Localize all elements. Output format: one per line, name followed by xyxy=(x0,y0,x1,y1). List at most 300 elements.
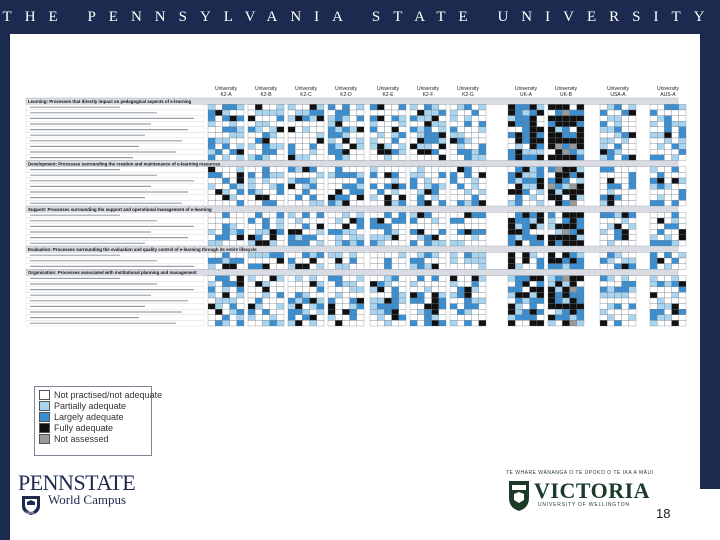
matrix-cell xyxy=(350,258,357,264)
matrix-cell xyxy=(464,172,471,178)
matrix-cell xyxy=(537,138,544,144)
matrix-cell xyxy=(392,315,399,321)
matrix-cell xyxy=(457,309,464,315)
matrix-cell xyxy=(548,127,555,133)
matrix-cell xyxy=(629,292,636,298)
matrix-cell xyxy=(295,252,302,258)
matrix-cell xyxy=(399,229,406,235)
matrix-cell xyxy=(410,276,417,282)
matrix-cell xyxy=(672,264,679,270)
matrix-cell xyxy=(410,189,417,195)
matrix-cell xyxy=(237,184,244,190)
matrix-cell xyxy=(555,200,562,206)
matrix-cell xyxy=(288,258,295,264)
matrix-cell xyxy=(328,132,335,138)
section-title: Evaluation: Processes surrounding the evaluation and quality control of e-learning through its entire lifecycle xyxy=(28,247,257,252)
matrix-cell xyxy=(679,212,686,218)
matrix-cell xyxy=(472,144,479,150)
matrix-cell xyxy=(570,315,577,321)
matrix-cell xyxy=(384,172,391,178)
matrix-cell xyxy=(515,200,522,206)
matrix-cell xyxy=(530,184,537,190)
matrix-cell xyxy=(450,184,457,190)
matrix-cell xyxy=(548,240,555,246)
matrix-cell xyxy=(357,104,364,110)
matrix-cell xyxy=(600,320,607,326)
matrix-cell xyxy=(570,167,577,173)
matrix-cell xyxy=(439,240,446,246)
matrix-cell xyxy=(384,287,391,293)
matrix-cell xyxy=(255,110,262,116)
matrix-cell xyxy=(230,264,237,270)
matrix-cell xyxy=(317,224,324,230)
matrix-cell xyxy=(370,224,377,230)
matrix-cell xyxy=(548,292,555,298)
matrix-cell xyxy=(664,144,671,150)
matrix-cell xyxy=(657,258,664,264)
matrix-cell xyxy=(657,178,664,184)
matrix-cell xyxy=(370,110,377,116)
matrix-cell xyxy=(342,172,349,178)
matrix-cell xyxy=(410,167,417,173)
matrix-cell xyxy=(508,104,515,110)
matrix-cell xyxy=(424,144,431,150)
matrix-cell xyxy=(457,315,464,321)
matrix-cell xyxy=(614,212,621,218)
matrix-cell xyxy=(410,224,417,230)
matrix-cell xyxy=(562,229,569,235)
matrix-cell xyxy=(335,287,342,293)
matrix-cell xyxy=(302,298,309,304)
matrix-cell xyxy=(255,315,262,321)
matrix-cell xyxy=(664,184,671,190)
matrix-cell xyxy=(600,276,607,282)
matrix-cell xyxy=(302,155,309,161)
matrix-cell xyxy=(530,200,537,206)
matrix-cell xyxy=(295,212,302,218)
matrix-cell xyxy=(237,240,244,246)
matrix-cell xyxy=(548,298,555,304)
matrix-cell xyxy=(424,138,431,144)
matrix-cell xyxy=(664,200,671,206)
matrix-cell xyxy=(230,281,237,287)
matrix-cell xyxy=(392,121,399,127)
matrix-cell xyxy=(215,121,222,127)
matrix-cell xyxy=(215,189,222,195)
matrix-cell xyxy=(424,200,431,206)
matrix-cell xyxy=(472,195,479,201)
matrix-cell xyxy=(508,304,515,310)
matrix-cell xyxy=(370,320,377,326)
matrix-cell xyxy=(522,224,529,230)
psu-world-campus: World Campus xyxy=(48,492,127,507)
matrix-cell xyxy=(357,189,364,195)
matrix-cell xyxy=(607,224,614,230)
matrix-cell xyxy=(399,155,406,161)
matrix-cell xyxy=(317,287,324,293)
matrix-cell xyxy=(317,320,324,326)
matrix-cell xyxy=(302,309,309,315)
matrix-cell xyxy=(432,110,439,116)
matrix-cell xyxy=(530,155,537,161)
matrix-cell xyxy=(607,121,614,127)
matrix-cell xyxy=(464,224,471,230)
matrix-cell xyxy=(548,281,555,287)
matrix-cell xyxy=(277,149,284,155)
matrix-cell xyxy=(562,172,569,178)
matrix-cell xyxy=(508,235,515,241)
matrix-cell xyxy=(555,276,562,282)
matrix-cell xyxy=(335,292,342,298)
matrix-cell xyxy=(392,104,399,110)
matrix-cell xyxy=(222,309,229,315)
matrix-cell xyxy=(335,218,342,224)
matrix-cell xyxy=(450,287,457,293)
matrix-cell xyxy=(472,155,479,161)
matrix-cell xyxy=(255,116,262,122)
matrix-cell xyxy=(562,110,569,116)
matrix-cell xyxy=(472,138,479,144)
matrix-cell xyxy=(570,184,577,190)
matrix-cell xyxy=(328,104,335,110)
matrix-cell xyxy=(248,276,255,282)
matrix-cell xyxy=(310,252,317,258)
matrix-cell xyxy=(515,144,522,150)
matrix-cell xyxy=(600,315,607,321)
matrix-cell xyxy=(439,189,446,195)
matrix-cell xyxy=(335,309,342,315)
matrix-cell xyxy=(342,287,349,293)
column-header: University AUS-A xyxy=(657,86,679,98)
matrix-cell xyxy=(664,258,671,264)
matrix-cell xyxy=(248,287,255,293)
matrix-cell xyxy=(657,224,664,230)
matrix-cell xyxy=(410,304,417,310)
matrix-cell xyxy=(417,309,424,315)
vic-maori-name: TE WHARE WĀNANGA O TE ŪPOKO O TE IKA A MĀUI xyxy=(506,470,654,476)
matrix-cell xyxy=(277,309,284,315)
matrix-cell xyxy=(208,172,215,178)
matrix-cell xyxy=(222,229,229,235)
matrix-cell xyxy=(555,264,562,270)
matrix-cell xyxy=(650,144,657,150)
matrix-cell xyxy=(577,144,584,150)
matrix-cell xyxy=(650,235,657,241)
matrix-cell xyxy=(357,184,364,190)
page-title: THE PENNSYLVANIA STATE UNIVERSITY xyxy=(2,9,718,25)
matrix-cell xyxy=(302,276,309,282)
matrix-cell xyxy=(399,281,406,287)
matrix-cell xyxy=(439,116,446,122)
matrix-cell xyxy=(417,149,424,155)
matrix-cell xyxy=(302,264,309,270)
matrix-cell xyxy=(432,195,439,201)
matrix-cell xyxy=(657,281,664,287)
matrix-cell xyxy=(350,240,357,246)
matrix-cell xyxy=(270,149,277,155)
matrix-cell xyxy=(288,144,295,150)
matrix-cell xyxy=(679,172,686,178)
matrix-cell xyxy=(377,320,384,326)
matrix-cell xyxy=(317,127,324,133)
matrix-cell xyxy=(295,258,302,264)
matrix-cell xyxy=(288,292,295,298)
matrix-cell xyxy=(424,252,431,258)
matrix-cell xyxy=(570,195,577,201)
matrix-cell xyxy=(215,292,222,298)
matrix-cell xyxy=(439,121,446,127)
matrix-cell xyxy=(215,172,222,178)
matrix-cell xyxy=(417,240,424,246)
matrix-cell xyxy=(607,229,614,235)
matrix-cell xyxy=(600,104,607,110)
matrix-cell xyxy=(522,218,529,224)
matrix-cell xyxy=(277,212,284,218)
matrix-cell xyxy=(450,172,457,178)
matrix-cell xyxy=(508,258,515,264)
matrix-cell xyxy=(457,292,464,298)
matrix-cell xyxy=(570,309,577,315)
matrix-cell xyxy=(370,212,377,218)
matrix-cell xyxy=(629,132,636,138)
matrix-cell xyxy=(215,224,222,230)
matrix-cell xyxy=(664,287,671,293)
matrix-cell xyxy=(335,298,342,304)
matrix-cell xyxy=(384,315,391,321)
matrix-cell xyxy=(607,200,614,206)
matrix-cell xyxy=(508,229,515,235)
matrix-cell xyxy=(548,178,555,184)
matrix-cell xyxy=(328,315,335,321)
psu-year: 1855 xyxy=(25,510,34,515)
matrix-cell xyxy=(328,212,335,218)
matrix-cell xyxy=(230,138,237,144)
matrix-cell xyxy=(457,218,464,224)
matrix-cell xyxy=(457,104,464,110)
matrix-cell xyxy=(600,224,607,230)
matrix-cell xyxy=(479,264,486,270)
matrix-cell xyxy=(377,292,384,298)
matrix-cell xyxy=(508,252,515,258)
matrix-cell xyxy=(515,121,522,127)
matrix-cell xyxy=(317,264,324,270)
matrix-cell xyxy=(248,184,255,190)
matrix-cell xyxy=(237,121,244,127)
matrix-cell xyxy=(537,200,544,206)
matrix-cell xyxy=(230,212,237,218)
matrix-cell xyxy=(629,189,636,195)
matrix-cell xyxy=(270,320,277,326)
matrix-cell xyxy=(310,292,317,298)
matrix-cell xyxy=(270,224,277,230)
matrix-cell xyxy=(679,184,686,190)
matrix-cell xyxy=(555,320,562,326)
matrix-cell xyxy=(399,172,406,178)
matrix-cell xyxy=(570,127,577,133)
matrix-cell xyxy=(357,276,364,282)
matrix-cell xyxy=(310,172,317,178)
matrix-cell xyxy=(215,218,222,224)
matrix-cell xyxy=(270,298,277,304)
matrix-cell xyxy=(377,149,384,155)
matrix-cell xyxy=(457,224,464,230)
matrix-cell xyxy=(262,178,269,184)
matrix-cell xyxy=(302,240,309,246)
matrix-cell xyxy=(317,195,324,201)
matrix-cell xyxy=(479,281,486,287)
matrix-cell xyxy=(450,252,457,258)
matrix-cell xyxy=(522,304,529,310)
matrix-cell xyxy=(237,320,244,326)
matrix-cell xyxy=(464,287,471,293)
matrix-cell xyxy=(657,292,664,298)
matrix-cell xyxy=(384,155,391,161)
matrix-cell xyxy=(295,200,302,206)
matrix-cell xyxy=(288,121,295,127)
matrix-cell xyxy=(222,167,229,173)
matrix-cell xyxy=(472,224,479,230)
matrix-cell xyxy=(432,292,439,298)
matrix-cell xyxy=(410,218,417,224)
matrix-cell xyxy=(570,172,577,178)
matrix-cell xyxy=(392,212,399,218)
matrix-cell xyxy=(410,144,417,150)
matrix-cell xyxy=(515,252,522,258)
matrix-cell xyxy=(629,281,636,287)
matrix-cell xyxy=(208,189,215,195)
matrix-cell xyxy=(288,178,295,184)
matrix-cell xyxy=(328,200,335,206)
matrix-cell xyxy=(600,138,607,144)
matrix-cell xyxy=(277,315,284,321)
matrix-cell xyxy=(270,167,277,173)
matrix-cell xyxy=(457,235,464,241)
matrix-cell xyxy=(472,304,479,310)
matrix-cell xyxy=(215,240,222,246)
matrix-cell xyxy=(464,212,471,218)
matrix-cell xyxy=(537,195,544,201)
matrix-cell xyxy=(222,281,229,287)
matrix-cell xyxy=(607,127,614,133)
matrix-cell xyxy=(317,276,324,282)
matrix-cell xyxy=(622,235,629,241)
matrix-cell xyxy=(472,132,479,138)
matrix-cell xyxy=(230,276,237,282)
matrix-cell xyxy=(522,258,529,264)
matrix-cell xyxy=(577,167,584,173)
matrix-cell xyxy=(472,218,479,224)
matrix-cell xyxy=(288,116,295,122)
matrix-cell xyxy=(570,292,577,298)
matrix-cell xyxy=(522,149,529,155)
matrix-cell xyxy=(230,116,237,122)
matrix-cell xyxy=(392,132,399,138)
matrix-cell xyxy=(328,167,335,173)
matrix-cell xyxy=(424,292,431,298)
matrix-cell xyxy=(215,309,222,315)
matrix-cell xyxy=(342,110,349,116)
matrix-cell xyxy=(508,276,515,282)
matrix-cell xyxy=(262,167,269,173)
matrix-cell xyxy=(457,276,464,282)
matrix-cell xyxy=(310,315,317,321)
matrix-cell xyxy=(439,172,446,178)
matrix-cell xyxy=(317,172,324,178)
matrix-cell xyxy=(555,138,562,144)
matrix-cell xyxy=(537,309,544,315)
matrix-cell xyxy=(262,212,269,218)
matrix-cell xyxy=(555,298,562,304)
matrix-cell xyxy=(600,116,607,122)
matrix-cell xyxy=(424,281,431,287)
matrix-cell xyxy=(450,110,457,116)
matrix-cell xyxy=(377,276,384,282)
matrix-cell xyxy=(248,195,255,201)
matrix-cell xyxy=(370,116,377,122)
matrix-cell xyxy=(317,212,324,218)
matrix-cell xyxy=(457,229,464,235)
section-title: Development: Processes surrounding the creation and maintenance of e-learning resources xyxy=(28,161,221,167)
matrix-cell xyxy=(277,298,284,304)
matrix-cell xyxy=(270,235,277,241)
matrix-cell xyxy=(417,110,424,116)
matrix-cell xyxy=(295,184,302,190)
matrix-cell xyxy=(417,252,424,258)
matrix-cell xyxy=(450,281,457,287)
matrix-cell xyxy=(222,218,229,224)
matrix-cell xyxy=(328,121,335,127)
matrix-cell xyxy=(262,298,269,304)
matrix-cell xyxy=(262,235,269,241)
matrix-cell xyxy=(335,104,342,110)
matrix-cell xyxy=(562,149,569,155)
matrix-cell xyxy=(457,212,464,218)
matrix-cell xyxy=(262,258,269,264)
matrix-cell xyxy=(600,304,607,310)
matrix-cell xyxy=(555,240,562,246)
matrix-cell xyxy=(622,258,629,264)
matrix-cell xyxy=(410,309,417,315)
matrix-cell xyxy=(392,172,399,178)
matrix-cell xyxy=(255,218,262,224)
matrix-cell xyxy=(335,127,342,133)
matrix-cell xyxy=(530,189,537,195)
matrix-cell xyxy=(208,264,215,270)
matrix-cell xyxy=(450,189,457,195)
matrix-cell xyxy=(537,116,544,122)
matrix-cell xyxy=(522,138,529,144)
matrix-cell xyxy=(657,235,664,241)
matrix-cell xyxy=(417,172,424,178)
matrix-cell xyxy=(562,200,569,206)
matrix-cell xyxy=(479,298,486,304)
matrix-cell xyxy=(522,167,529,173)
matrix-cell xyxy=(277,240,284,246)
matrix-cell xyxy=(607,252,614,258)
matrix-cell xyxy=(248,104,255,110)
matrix-cell xyxy=(457,258,464,264)
matrix-cell xyxy=(679,167,686,173)
matrix-cell xyxy=(392,167,399,173)
matrix-cell xyxy=(237,195,244,201)
matrix-cell xyxy=(508,167,515,173)
matrix-cell xyxy=(622,276,629,282)
matrix-cell xyxy=(255,276,262,282)
matrix-cell xyxy=(255,235,262,241)
matrix-cell xyxy=(479,315,486,321)
matrix-cell xyxy=(417,212,424,218)
matrix-cell xyxy=(328,320,335,326)
